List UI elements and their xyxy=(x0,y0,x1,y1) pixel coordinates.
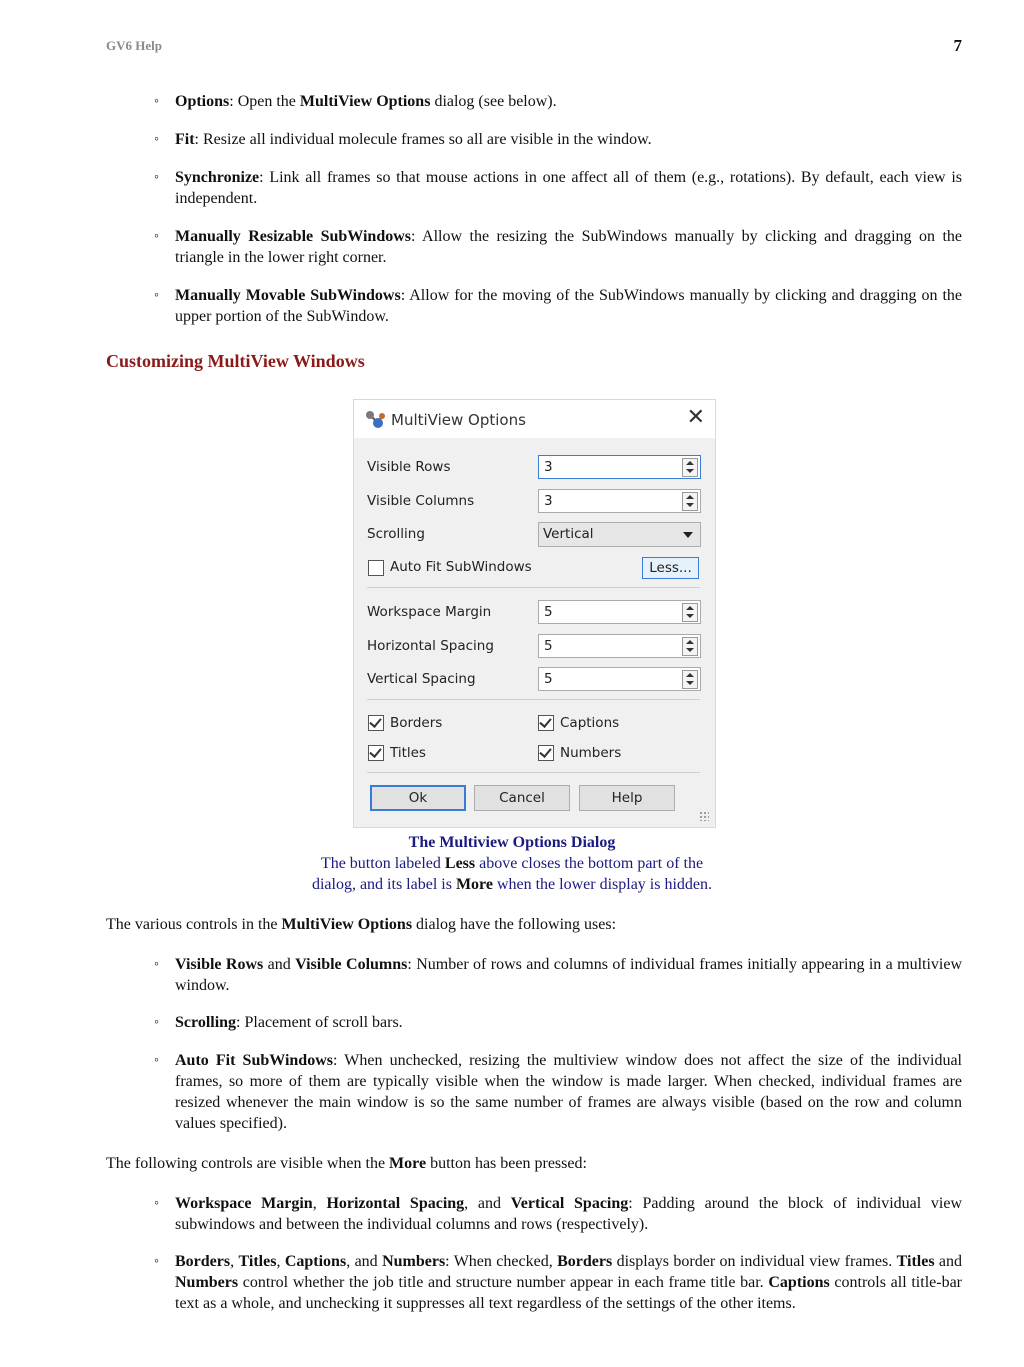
spin-arrows-icon[interactable] xyxy=(682,458,698,477)
running-header: GV6 Help xyxy=(106,38,162,53)
visible-columns-label: Visible Columns xyxy=(367,493,475,509)
spin-arrows-icon[interactable] xyxy=(682,492,698,511)
horizontal-spacing-label: Horizontal Spacing xyxy=(367,638,494,654)
borders-label: Borders xyxy=(390,715,443,731)
divider xyxy=(367,699,700,700)
bullet-spacing: ◦ Workspace Margin, Horizontal Spacing, and Vertical Spacing: Padding around the block of individual view subwindows and between the individual columns and rows (respectively). xyxy=(175,1193,962,1235)
bullet-visible-rows-columns: ◦ Visible Rows and Visible Columns: Number of rows and columns of individual frames initially appearing in a multiview window. xyxy=(175,954,962,996)
caption-title: The Multiview Options Dialog xyxy=(408,834,616,851)
borders-checkbox[interactable] xyxy=(368,715,384,731)
horizontal-spacing-value: 5 xyxy=(544,638,553,654)
caption-line-2: dialog, and its label is More when the lower display is hidden. xyxy=(311,876,713,893)
captions-checkbox[interactable] xyxy=(538,715,554,731)
paragraph-more-controls: The following controls are visible when the More button has been pressed: xyxy=(106,1155,587,1172)
vertical-spacing-spinbox[interactable] xyxy=(538,667,701,691)
dialog-titlebar xyxy=(354,400,715,438)
caption-line-1: The button labeled Less above closes the bottom part of the xyxy=(320,855,704,872)
bullet-scrolling: ◦ Scrolling: Placement of scroll bars. xyxy=(175,1012,962,1033)
vertical-spacing-value: 5 xyxy=(544,671,553,687)
close-icon[interactable]: ✕ xyxy=(686,405,705,430)
paragraph-controls-intro: The various controls in the MultiView Options dialog have the following uses: xyxy=(106,916,617,933)
bullet-borders-titles: ◦ Borders, Titles, Captions, and Numbers: When checked, Borders displays border on individual view frames. Titles and Numbers control whether the job title and structure number appear in each frame title bar. Captions controls all title-bar text as a whole, and unchecking it suppresses all text regardless of the settings of the other items. xyxy=(175,1251,962,1314)
help-button[interactable]: Help xyxy=(579,785,675,811)
scrolling-label: Scrolling xyxy=(367,526,425,542)
page-number: 7 xyxy=(953,36,962,55)
titles-checkbox[interactable] xyxy=(368,745,384,761)
numbers-checkbox[interactable] xyxy=(538,745,554,761)
workspace-margin-value: 5 xyxy=(544,604,553,620)
chevron-down-icon xyxy=(683,532,693,538)
figure-caption xyxy=(300,832,724,895)
horizontal-spacing-spinbox[interactable] xyxy=(538,634,701,658)
auto-fit-checkbox[interactable] xyxy=(368,560,384,576)
spin-arrows-icon[interactable] xyxy=(682,670,698,689)
visible-columns-value: 3 xyxy=(544,493,553,509)
scrolling-select[interactable] xyxy=(538,522,701,547)
spin-arrows-icon[interactable] xyxy=(682,637,698,656)
resize-grip-icon[interactable] xyxy=(699,811,709,821)
divider xyxy=(367,587,700,588)
titles-label: Titles xyxy=(390,745,426,761)
multiview-options-dialog xyxy=(353,399,716,828)
divider xyxy=(367,772,700,773)
vertical-spacing-label: Vertical Spacing xyxy=(367,671,476,687)
ok-button[interactable]: Ok xyxy=(370,785,466,811)
less-button[interactable]: Less... xyxy=(642,557,699,579)
bullet-fit: ◦ Fit: Resize all individual molecule frames so all are visible in the window. xyxy=(175,129,962,150)
workspace-margin-spinbox[interactable] xyxy=(538,600,701,624)
dialog-title: MultiView Options xyxy=(391,411,526,429)
bullet-synchronize: ◦ Synchronize: Link all frames so that mouse actions in one affect all of them (e.g., rotations). By default, each view is independent. xyxy=(175,167,962,209)
bullet-resizable: ◦ Manually Resizable SubWindows: Allow the resizing the SubWindows manually by clicking and dragging on the triangle in the lower right corner. xyxy=(175,226,962,268)
section-heading: Customizing MultiView Windows xyxy=(106,351,365,371)
visible-columns-spinbox[interactable] xyxy=(538,489,701,513)
visible-rows-spinbox[interactable] xyxy=(538,455,701,479)
workspace-margin-label: Workspace Margin xyxy=(367,604,492,620)
auto-fit-label: Auto Fit SubWindows xyxy=(390,559,532,575)
visible-rows-value: 3 xyxy=(544,459,553,475)
cancel-button[interactable]: Cancel xyxy=(474,785,570,811)
bullet-auto-fit: ◦ Auto Fit SubWindows: When unchecked, resizing the multiview window does not affect the size of the individual frames, so more of them are typically visible when the window is made larger. When checked, individual frames are resized whenever the main window is so the same number of frames are always visible (based on the row and column values specified). xyxy=(175,1050,962,1134)
molecule-icon xyxy=(364,409,386,431)
numbers-label: Numbers xyxy=(560,745,622,761)
scrolling-value: Vertical xyxy=(543,526,594,542)
bullet-options: ◦ Options: Open the MultiView Options dialog (see below). xyxy=(175,91,962,112)
captions-label: Captions xyxy=(560,715,620,731)
visible-rows-label: Visible Rows xyxy=(367,459,451,475)
bullet-movable: ◦ Manually Movable SubWindows: Allow for the moving of the SubWindows manually by clicking and dragging on the upper portion of the SubWindow. xyxy=(175,285,962,327)
spin-arrows-icon[interactable] xyxy=(682,603,698,622)
